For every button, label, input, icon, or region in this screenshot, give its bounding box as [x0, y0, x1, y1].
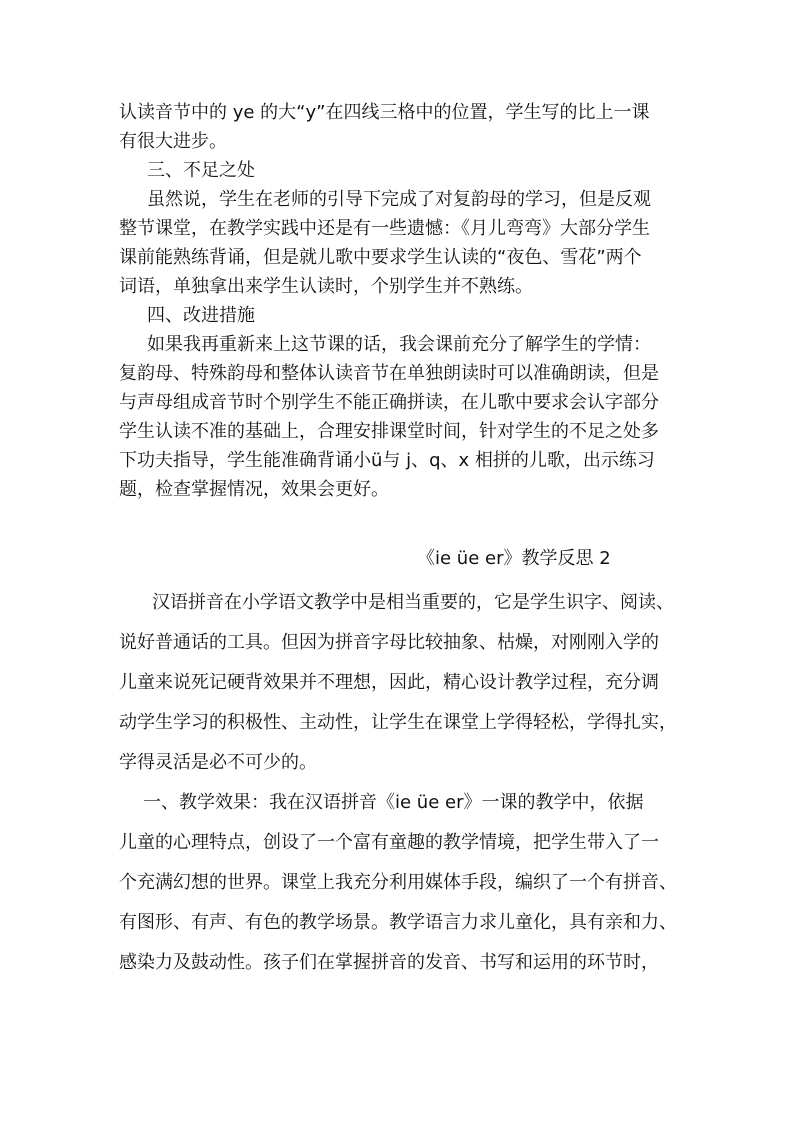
paragraph-line: 感染力及鼓动性。孩子们在掌握拼音的发音、书写和运用的环节时， — [119, 952, 659, 973]
paragraph-line: 动学生学习的积极性、主动性，让学生在课堂上学得轻松，学得扎实， — [119, 712, 677, 733]
paragraph-line: 虽然说，学生在老师的引导下完成了对复韵母的学习，但是反观 — [147, 189, 651, 210]
section-heading-improvements: 四、改进措施 — [147, 305, 255, 326]
page-title: 《ie üe er》教学反思 2 — [417, 548, 611, 569]
paragraph-line: 儿童的心理特点，创设了一个富有童趣的教学情境，把学生带入了一 — [119, 832, 659, 853]
paragraph-line: 有很大进步。 — [119, 131, 227, 152]
section-heading-shortcomings: 三、不足之处 — [147, 160, 255, 181]
paragraph-line: 如果我再重新来上这节课的话，我会课前充分了解学生的学情： — [147, 334, 651, 355]
paragraph-line: 题，检查掌握情况，效果会更好。 — [119, 479, 389, 500]
paragraph-line: 复韵母、特殊韵母和整体认读音节在单独朗读时可以准确朗读，但是 — [119, 363, 659, 384]
paragraph-line: 儿童来说死记硬背效果并不理想，因此，精心设计教学过程，充分调 — [119, 672, 659, 693]
paragraph-line: 与声母组成音节时个别学生不能正确拼读，在儿歌中要求会认字部分 — [119, 392, 659, 413]
paragraph-line: 学生认读不准的基础上，合理安排课堂时间，针对学生的不足之处多 — [119, 421, 659, 442]
paragraph-line: 说好普通话的工具。但因为拼音字母比较抽象、枯燥，对刚刚入学的 — [119, 632, 659, 653]
paragraph-line: 认读音节中的 ye 的大“y”在四线三格中的位置，学生写的比上一课 — [119, 102, 650, 123]
paragraph-line: 有图形、有声、有色的教学场景。教学语言力求儿童化，具有亲和力、 — [119, 912, 677, 933]
paragraph-line: 词语，单独拿出来学生认读时，个别学生并不熟练。 — [119, 276, 533, 297]
paragraph-line: 汉语拼音在小学语文教学中是相当重要的，它是学生识字、阅读、 — [152, 592, 674, 613]
paragraph-line: 课前能熟练背诵，但是就儿歌中要求学生认读的“夜色、雪花”两个 — [119, 247, 642, 268]
paragraph-line: 学得灵活是必不可少的。 — [119, 752, 317, 773]
paragraph-line: 个充满幻想的世界。课堂上我充分利用媒体手段，编织了一个有拼音、 — [119, 872, 677, 893]
paragraph-line: 整节课堂，在教学实践中还是有一些遗憾：《月儿弯弯》大部分学生 — [119, 218, 650, 239]
paragraph-line: 下功夫指导，学生能准确背诵小ü与 j、q、x 相拼的儿歌，出示练习 — [119, 450, 655, 471]
paragraph-line: 一、教学效果：我在汉语拼音《ie üe er》一课的教学中，依据 — [143, 792, 644, 813]
